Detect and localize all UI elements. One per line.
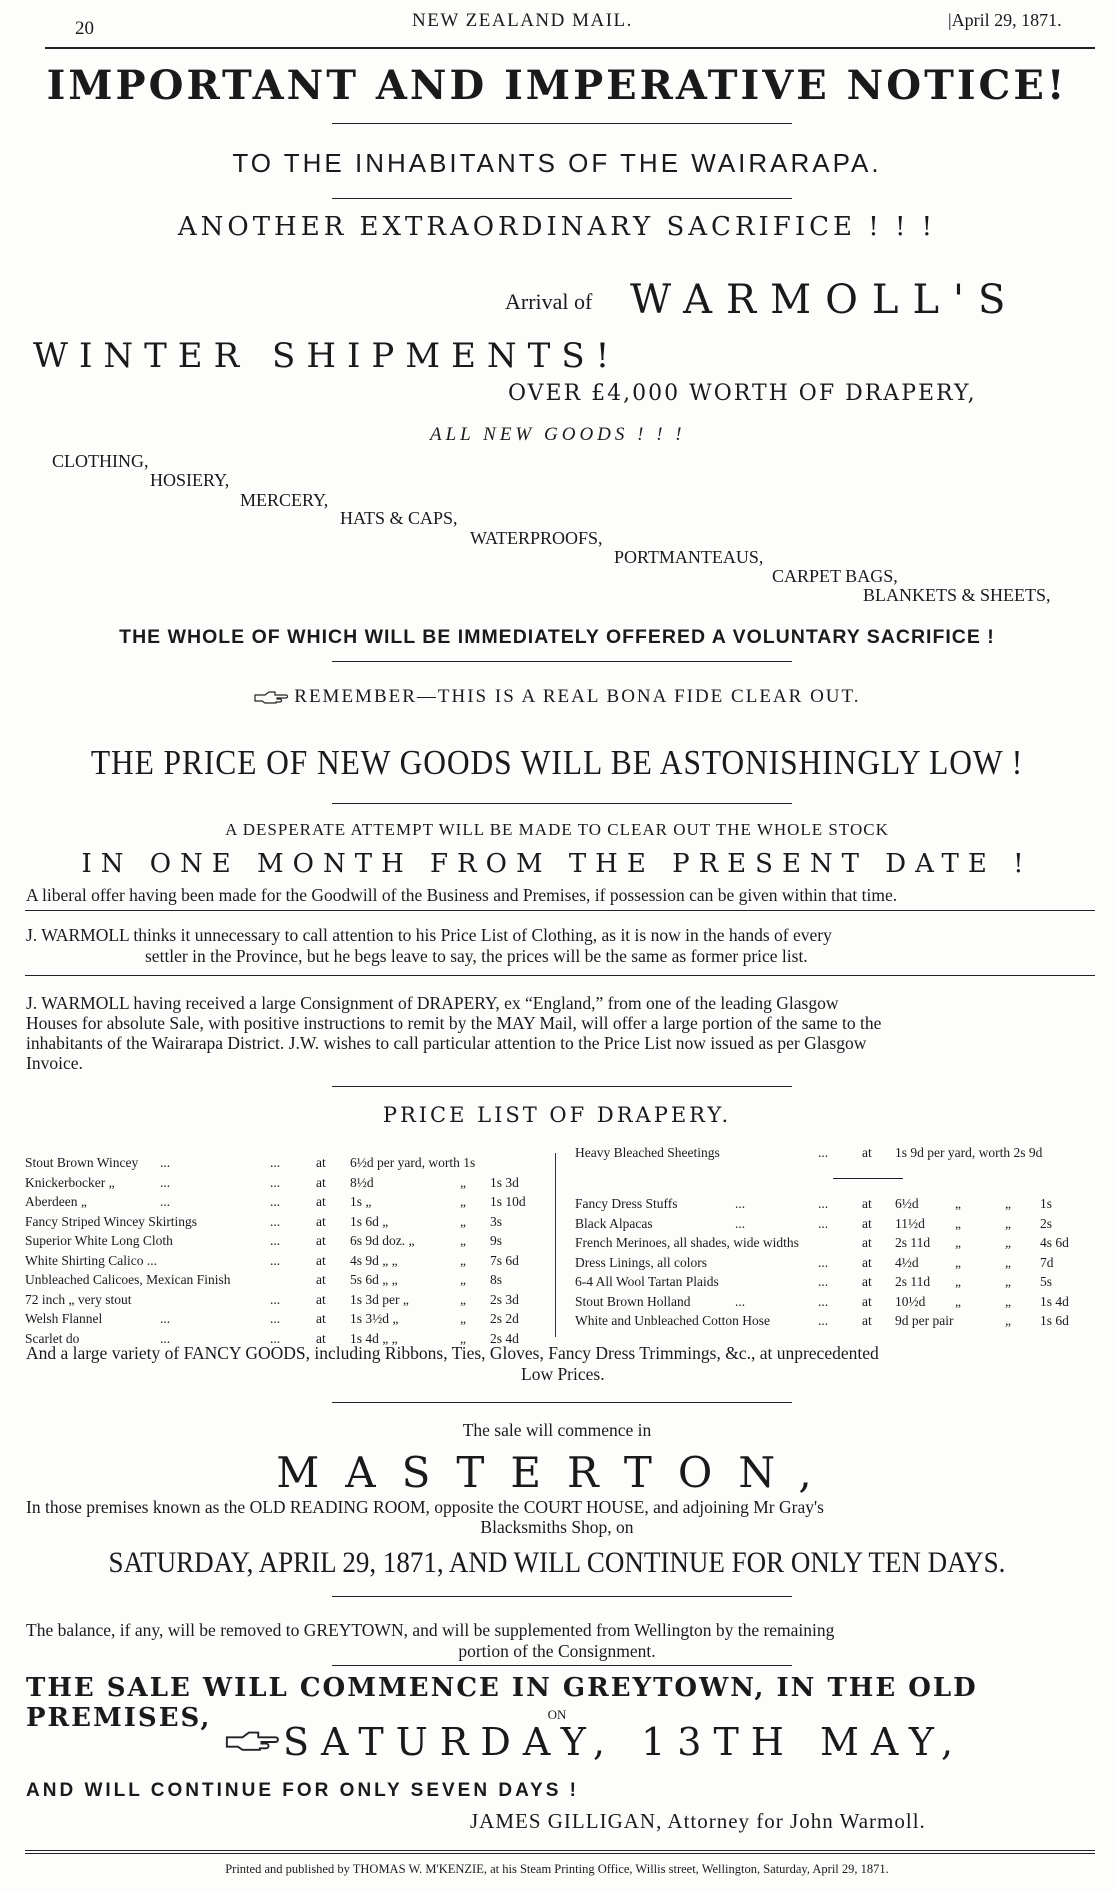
balance-line1: The balance, if any, will be removed to GREYTOWN, and will be supplemented from Wellington by the remaining [26,1620,835,1640]
divider [25,975,1095,976]
saturday-may-line [225,1720,965,1764]
goods-hats: HATS & CAPS, [340,508,458,528]
desperate-attempt: A DESPERATE ATTEMPT WILL BE MADE TO CLEAR OUT THE WHOLE STOCK [225,820,889,839]
sale-commence: The sale will commence in [462,1420,652,1440]
price-left-price: 5s 6d „ „ [350,1272,398,1287]
price-left-ditto: „ [460,1272,466,1287]
price-left-worth: 2s 4d [490,1330,519,1346]
saturday-may: SATURDAY, 13TH MAY, [283,1720,966,1764]
goods-mercery: MERCERY, [240,490,329,510]
price-right-d2: „ [1005,1293,1011,1309]
price-left-dots2: ... [270,1155,281,1170]
price-left-item: 72 inch „ very stout [25,1291,132,1307]
goods-blankets: BLANKETS & SHEETS, [863,585,1051,605]
price-right-price: 2s 11d [895,1235,931,1250]
price-left-item: Unbleached Calicoes, Mexican Finish [25,1272,231,1287]
price-right-price: 2s 11d [895,1274,931,1289]
balance-line2: portion of the Consignment. [458,1641,656,1661]
price-right-dots: ... [735,1215,746,1231]
winter-shipments: WINTER SHIPMENTS! [33,336,621,376]
price-right-d1: „ [955,1274,961,1289]
price-right-d2: „ [1005,1313,1011,1328]
fancy-goods-line2: Low Prices. [521,1364,605,1384]
price-right-dots: ... [735,1293,746,1309]
clothing-paragraph-line1: J. WARMOLL thinks it unnecessary to call attention to his Price List of Clothing, as it is now in the hands of every [26,925,832,945]
price-right-dots2: ... [818,1274,829,1289]
price-low: THE PRICE OF NEW GOODS WILL BE ASTONISHINGLY LOW ! [90,743,1024,782]
price-right-worth: 5s [1040,1274,1053,1289]
price-left-at: at [316,1311,326,1326]
price-right-d1: „ [955,1293,961,1309]
price-left-item: Scarlet do [25,1330,80,1346]
divider [332,1402,792,1403]
over-worth: OVER £4,000 WORTH OF DRAPERY, [508,381,977,406]
arrival-of: Arrival of [505,289,593,314]
price-left-at: at [316,1330,326,1346]
clothing-paragraph-line2: settler in the Province, but he begs leave to say, the prices will be the same as former price list. [145,946,808,966]
pointing-hand-icon [225,1731,279,1753]
price-left-dots2: ... [270,1174,281,1190]
price-left-worth: 7s 6d [490,1252,519,1268]
price-left-worth: 3s [490,1213,503,1229]
price-list-column-divider [555,1153,556,1337]
price-right-item: 6-4 All Wool Tartan Plaids [575,1274,719,1289]
price-left-item: Fancy Striped Wincey Skirtings [25,1213,198,1229]
price-left-dots2: ... [270,1291,281,1307]
divider [332,1665,792,1666]
price-left-item: Superior White Long Cloth [25,1233,173,1248]
price-left-price: 1s 3½d „ [350,1311,399,1326]
price-right-d2: „ [1005,1235,1011,1250]
price-left-dots: ... [160,1330,171,1346]
masthead-rule [45,47,1095,49]
price-left-price: 1s 3d per „ [350,1291,409,1307]
price-left-worth: 2s 2d [490,1311,519,1326]
headline: IMPORTANT AND IMPERATIVE NOTICE! [46,62,1068,109]
price-right-worth: 2s [1040,1215,1053,1231]
price-left-dots2: ... [270,1194,281,1209]
price-right-item: Black Alpacas [575,1215,653,1231]
on-line: ON [547,1707,567,1722]
goods-waterproofs: WATERPROOFS, [470,528,603,548]
price-left-dots: ... [160,1155,171,1170]
price-left-ditto: „ [460,1291,466,1307]
newspaper-title: NEW ZEALAND MAIL. [412,10,633,31]
price-right-top-at: at [862,1145,872,1160]
price-right-dots2: ... [818,1254,829,1270]
fancy-goods-line1: And a large variety of FANCY GOODS, including Ribbons, Ties, Gloves, Fancy Dress Trimmings, &c., at unprecedented [26,1343,879,1363]
price-right-price: 6½d [895,1196,919,1211]
price-right-worth: 4s 6d [1040,1235,1069,1250]
price-right-price: 11½d [895,1215,925,1231]
price-right-item: French Merinoes, all shades, wide widths [575,1235,799,1250]
subhead: TO THE INHABITANTS OF THE WAIRARAPA. [232,148,882,178]
premises-line1: In those premises known as the OLD READING ROOM, opposite the COURT HOUSE, and adjoining Mr Gray's [26,1497,824,1517]
price-left-price: 6½d per yard, worth 1s [350,1155,476,1170]
price-right-price: 4½d [895,1254,919,1270]
price-right-dots2: ... [818,1313,829,1328]
masterton: MASTERTON, [276,1448,838,1497]
price-left-price: 4s 9d „ „ [350,1252,398,1268]
price-left-at: at [316,1194,326,1209]
price-left-ditto: „ [460,1311,466,1326]
issue-date: |April 29, 1871. [948,10,1062,30]
divider [332,1596,792,1597]
price-right-dots2: ... [818,1196,829,1211]
price-right-top-dots: ... [818,1145,829,1160]
consignment-paragraph-line2: Houses for absolute Sale, with positive instructions to remit by the MAY Mail, will offer a large portion of the same to the [26,1013,882,1033]
price-left-dots: ... [160,1194,171,1209]
price-left-price: 6s 9d doz. „ [350,1233,415,1248]
price-right-at: at [862,1215,872,1231]
consignment-paragraph-line3: inhabitants of the Wairarapa District. J.W. wishes to call particular attention to the Price List now issued as per Glasgow [26,1033,867,1053]
price-right-top-item: Heavy Bleached Sheetings [575,1145,720,1160]
remember-line [0,686,1114,708]
divider [332,198,792,199]
consignment-paragraph-line1: J. WARMOLL having received a large Consignment of DRAPERY, ex “England,” from one of the leading Glasgow [26,993,839,1013]
price-right-dots: ... [735,1196,746,1211]
price-left-price: 8½d [350,1174,374,1190]
price-right-item: White and Unbleached Cotton Hose [575,1313,770,1328]
price-left-price: 1s 4d „ „ [350,1330,398,1346]
price-left-dots2: ... [270,1233,281,1248]
all-new-goods: ALL NEW GOODS ! ! ! [430,424,686,445]
signature: JAMES GILLIGAN, Attorney for John Warmoll. [470,1809,926,1833]
price-left-at: at [316,1174,326,1190]
price-left-ditto: „ [460,1330,466,1346]
premises-line2: Blacksmiths Shop, on [480,1517,634,1537]
price-left-at: at [316,1213,326,1229]
goods-clothing: CLOTHING, [52,451,149,471]
price-left-item: Aberdeen „ [25,1194,87,1209]
footer-rule [25,1850,1095,1854]
price-left-at: at [316,1272,326,1287]
warmoll-name: WARMOLL'S [630,277,1020,323]
price-right-item: Fancy Dress Stuffs [575,1196,678,1211]
price-right-item: Dress Linings, all colors [575,1254,707,1270]
price-list-title: PRICE LIST OF DRAPERY. [382,1103,732,1127]
goods-carpet-bags: CARPET BAGS, [772,566,898,586]
price-right-d1: „ [955,1254,961,1270]
greytown-line: THE SALE WILL COMMENCE IN GREYTOWN, IN THE OLD PREMISES, [26,1673,978,1733]
price-right-at: at [862,1293,872,1309]
price-right-worth: 7d [1040,1254,1054,1270]
voluntary-sacrifice: THE WHOLE OF WHICH WILL BE IMMEDIATELY OFFERED A VOLUNTARY SACRIFICE ! [119,626,995,648]
pointing-hand-icon [254,691,288,705]
price-left-dots2: ... [270,1311,281,1326]
price-right-d2: „ [1005,1196,1011,1211]
imprint: Printed and published by THOMAS W. M'KENZIE, at his Steam Printing Office, Willis street, Wellington, Saturday, April 29, 1871. [225,1862,889,1876]
price-right-dots2: ... [818,1293,829,1309]
price-left-worth: 8s [490,1272,503,1287]
price-left-dots2: ... [270,1330,281,1346]
price-left-ditto: „ [460,1252,466,1268]
saturday-april: SATURDAY, APRIL 29, 1871, AND WILL CONTINUE FOR ONLY TEN DAYS. [108,1546,1006,1579]
price-right-d2: „ [1005,1274,1011,1289]
price-right-at: at [862,1313,872,1328]
price-left-worth: 1s 10d [490,1194,526,1209]
divider [332,803,792,804]
one-month: IN ONE MONTH FROM THE PRESENT DATE ! [81,849,1033,879]
price-right-price: 10½d [895,1293,926,1309]
price-left-item: Knickerbocker „ [25,1174,115,1190]
seven-days: AND WILL CONTINUE FOR ONLY SEVEN DAYS ! [26,1780,579,1801]
price-left-dots2: ... [270,1252,281,1268]
price-right-at: at [862,1254,872,1270]
price-right-worth: 1s 6d [1040,1313,1069,1328]
price-right-at: at [862,1235,872,1250]
divider [332,123,792,124]
price-right-at: at [862,1196,872,1211]
price-right-worth: 1s 4d [1040,1293,1069,1309]
price-right-price: 9d per pair [895,1313,954,1328]
goods-portmanteaus: PORTMANTEAUS, [614,547,764,567]
price-right-d2: „ [1005,1254,1011,1270]
price-left-item: White Shirting Calico ... [25,1252,157,1268]
price-right-d2: „ [1005,1215,1011,1231]
price-right-dots2: ... [818,1215,829,1231]
price-left-price: 1s 6d „ [350,1213,389,1229]
price-left-ditto: „ [460,1213,466,1229]
price-right-top-price: 1s 9d per yard, worth 2s 9d [895,1145,1043,1160]
price-left-ditto: „ [460,1233,466,1248]
price-right-d1: „ [955,1235,961,1250]
price-left-at: at [316,1155,326,1170]
divider [332,661,792,662]
price-left-price: 1s „ [350,1194,372,1209]
price-left-dots: ... [160,1174,171,1190]
price-right-at: at [862,1274,872,1289]
remember-text: REMEMBER—THIS IS A REAL BONA FIDE CLEAR OUT. [294,686,861,707]
price-left-dots: ... [160,1311,171,1326]
price-right-worth: 1s [1040,1196,1053,1211]
consignment-paragraph-line4: Invoice. [26,1053,83,1073]
price-right-item: Stout Brown Holland [575,1293,691,1309]
price-left-ditto: „ [460,1194,466,1209]
divider [25,910,1095,911]
price-left-dots2: ... [270,1213,281,1229]
price-left-worth: 1s 3d [490,1174,519,1190]
page-number: 20 [75,18,94,39]
liberal-offer: A liberal offer having been made for the Goodwill of the Business and Premises, if possession can be given within that time. [26,885,898,905]
price-list-subrule [833,1178,903,1179]
price-right-d1: „ [955,1215,961,1231]
sacrifice-line: ANOTHER EXTRAORDINARY SACRIFICE ! ! ! [177,212,937,242]
price-right-d1: „ [955,1196,961,1211]
price-left-item: Stout Brown Wincey [25,1155,139,1170]
goods-hosiery: HOSIERY, [150,470,230,490]
price-left-at: at [316,1291,326,1307]
price-left-worth: 2s 3d [490,1291,519,1307]
price-left-at: at [316,1252,326,1268]
price-left-at: at [316,1233,326,1248]
price-left-worth: 9s [490,1233,503,1248]
price-left-ditto: „ [460,1174,466,1190]
divider [332,1086,792,1087]
price-left-item: Welsh Flannel [25,1311,103,1326]
